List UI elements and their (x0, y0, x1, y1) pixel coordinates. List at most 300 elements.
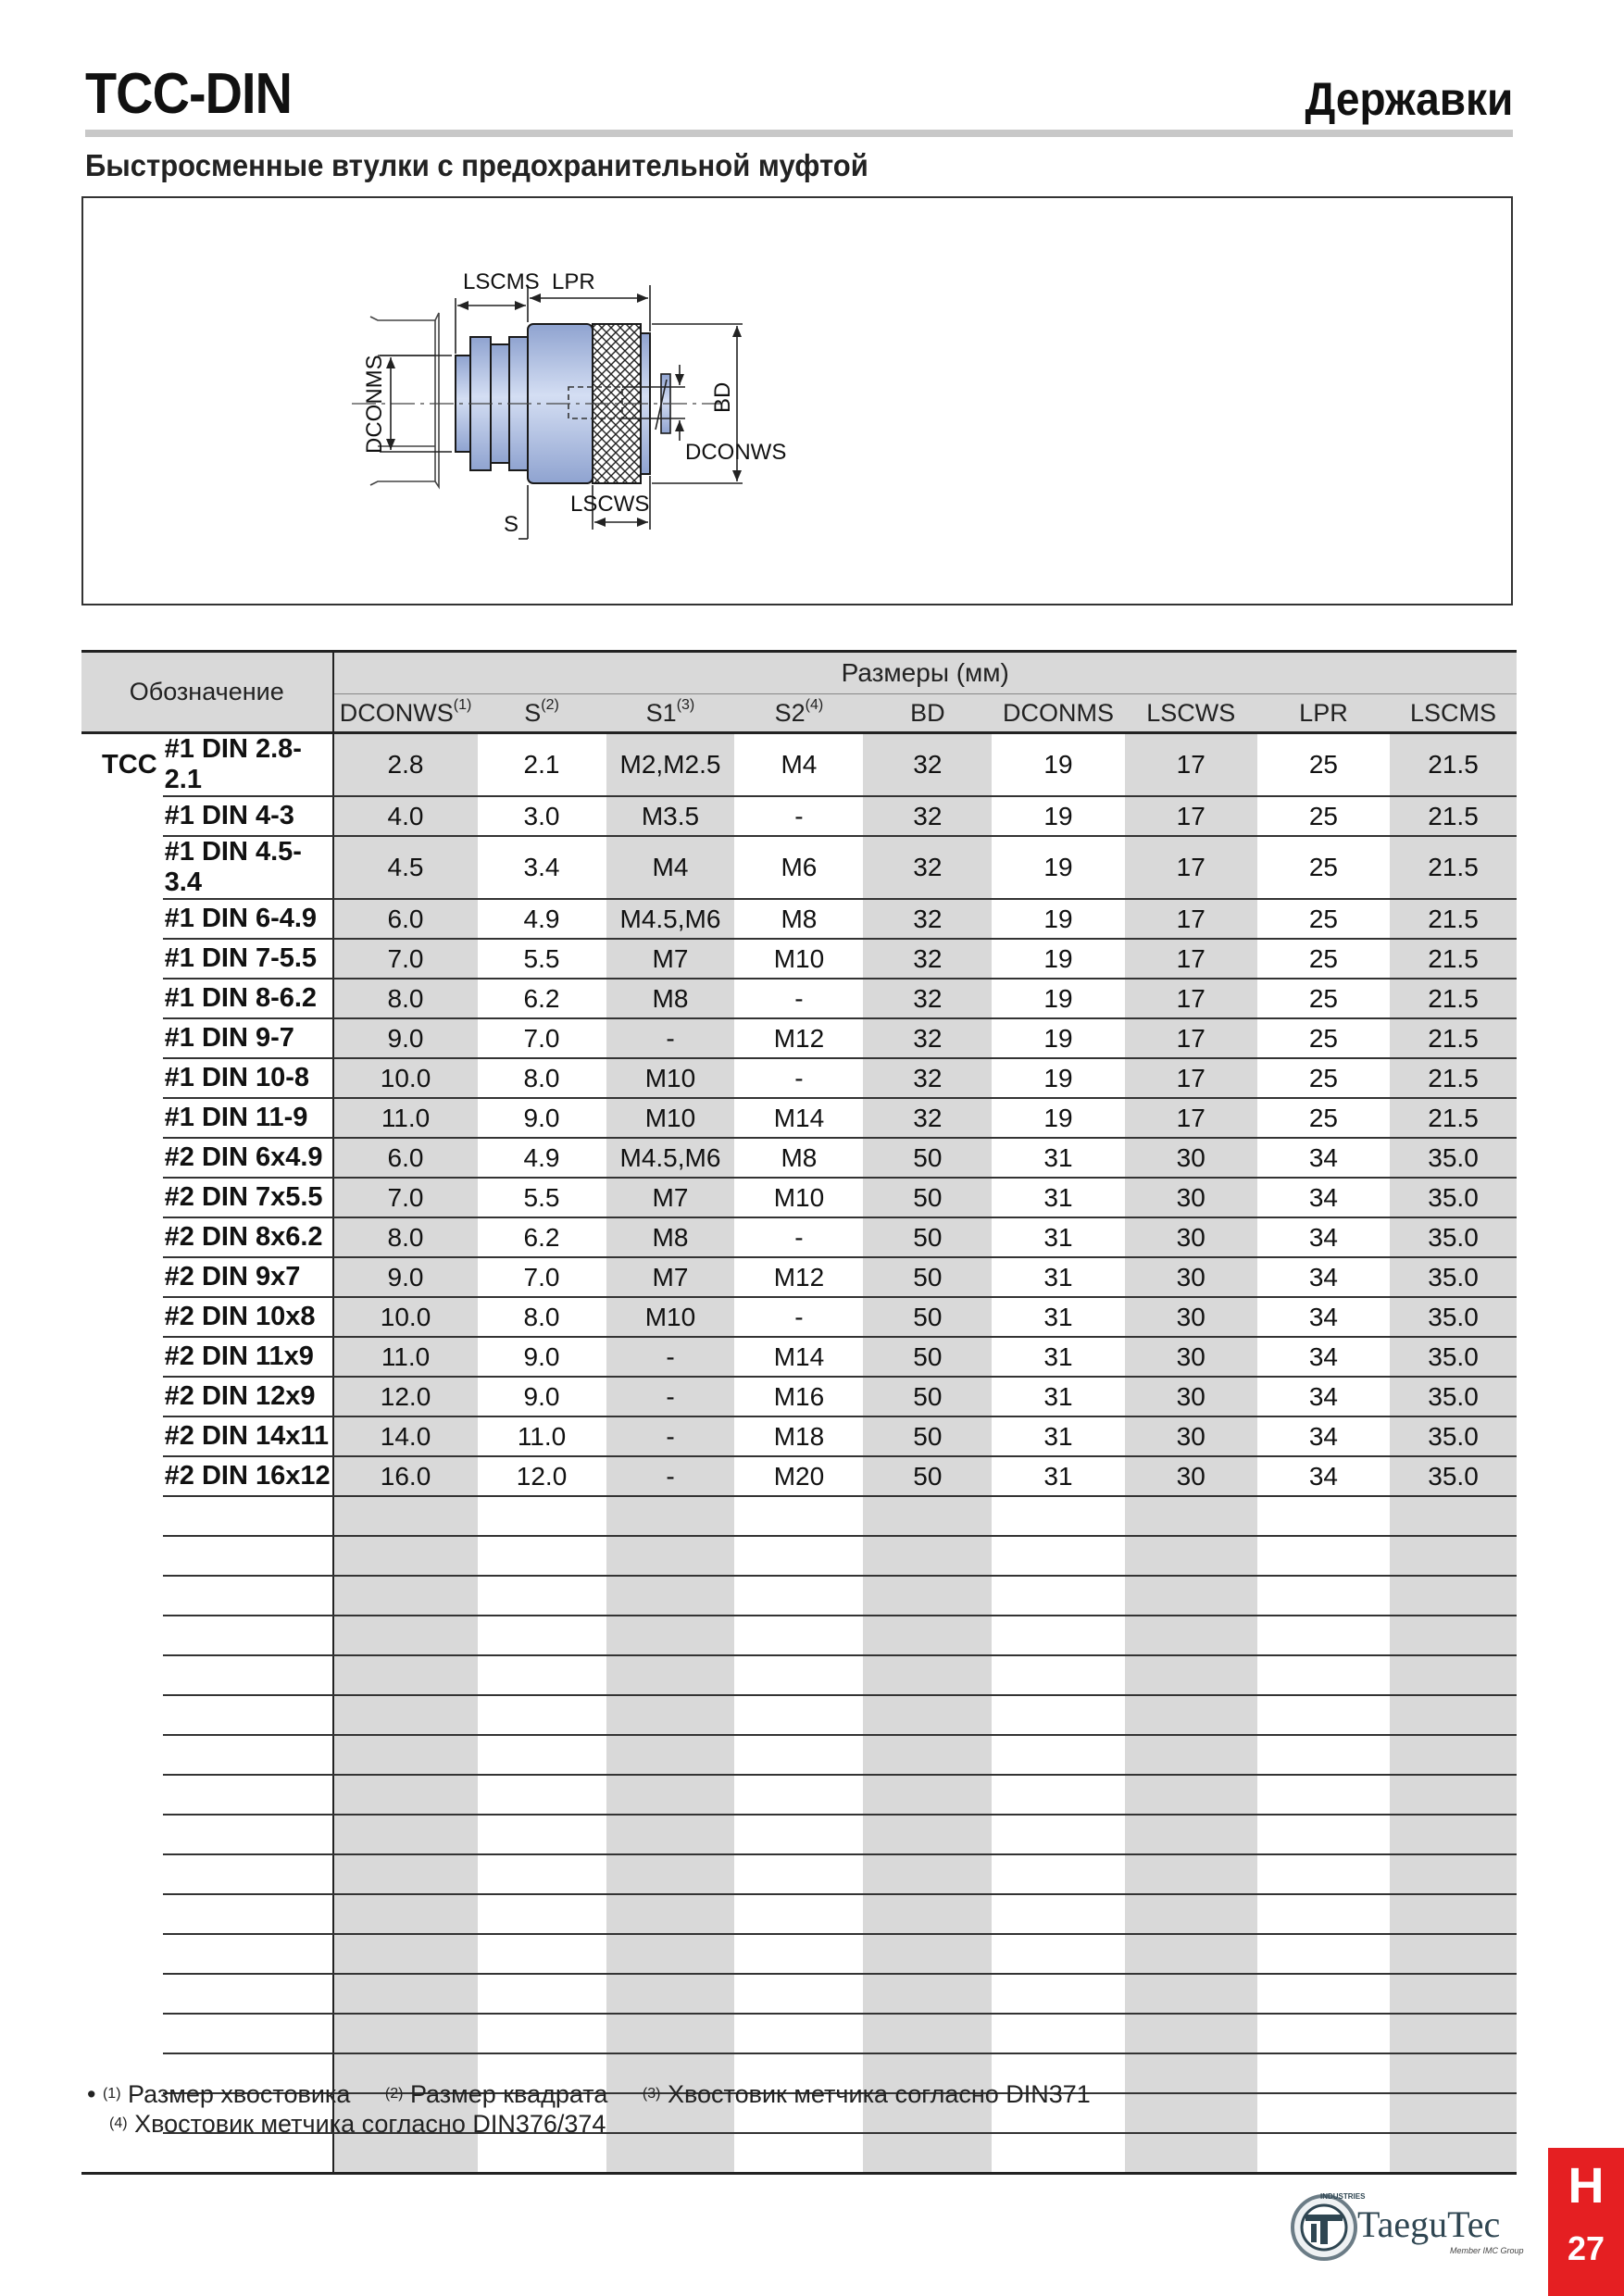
table-cell (1257, 1536, 1390, 1576)
table-row (81, 1257, 1517, 1297)
table-cell: M6 (734, 836, 863, 899)
column-header-label: S (524, 698, 542, 727)
table-cell (478, 1496, 606, 1536)
table-cell: 16.0 (333, 1456, 478, 1496)
table-cell (1125, 1496, 1257, 1536)
table-row (81, 1297, 1517, 1337)
table-cell (1125, 1655, 1257, 1695)
table-cell: M8 (734, 899, 863, 939)
table-cell: 21.5 (1390, 796, 1517, 836)
table-cell: M10 (734, 1178, 863, 1217)
footnote-2: Размер квадрата (409, 2080, 608, 2108)
table-cell: 32 (863, 979, 992, 1018)
label-lpr: LPR (552, 269, 595, 294)
table-cell (333, 1815, 478, 1854)
table-cell: 9.0 (478, 1337, 606, 1377)
table-row (81, 1934, 1517, 1974)
table-cell: 17 (1125, 899, 1257, 939)
table-cell (606, 1854, 735, 1894)
table-cell: 50 (863, 1456, 992, 1496)
row-designation (163, 1616, 333, 1655)
table-cell: - (606, 1018, 735, 1058)
table-cell: M7 (606, 1257, 735, 1297)
table-cell: M3.5 (606, 796, 735, 836)
table-cell: 35.0 (1390, 1178, 1517, 1217)
table-cell: 32 (863, 836, 992, 899)
table-cell (1390, 1735, 1517, 1775)
table-cell: 35.0 (1390, 1377, 1517, 1416)
table-row (81, 2014, 1517, 2053)
table-cell (1390, 1815, 1517, 1854)
header-rule (85, 130, 1513, 137)
table-cell (333, 1934, 478, 1974)
table-cell (863, 2014, 992, 2053)
row-prefix (81, 1138, 163, 1178)
table-cell (734, 2133, 863, 2174)
table-cell (1257, 2053, 1390, 2093)
diagram-box (81, 196, 1513, 605)
table-cell: 35.0 (1390, 1297, 1517, 1337)
row-prefix (81, 1416, 163, 1456)
table-cell (1257, 1695, 1390, 1735)
table-cell: 17 (1125, 733, 1257, 797)
table-cell (333, 2133, 478, 2174)
row-designation: #1 DIN 4.5-3.4 (163, 836, 333, 899)
table-cell (1390, 2133, 1517, 2174)
table-cell (1390, 1576, 1517, 1616)
row-designation: #2 DIN 12x9 (163, 1377, 333, 1416)
table-cell (1390, 1775, 1517, 1815)
table-cell: 21.5 (1390, 733, 1517, 797)
table-cell (1257, 1894, 1390, 1934)
table-cell (863, 1894, 992, 1934)
table-row (81, 1178, 1517, 1217)
table-cell: 9.0 (478, 1098, 606, 1138)
table-row (81, 1695, 1517, 1735)
table-cell: M4.5,M6 (606, 899, 735, 939)
table-row (81, 1854, 1517, 1894)
footnotes (87, 2079, 1091, 2139)
table-cell (1390, 1974, 1517, 2014)
table-cell: 19 (992, 899, 1124, 939)
table-cell: 25 (1257, 1058, 1390, 1098)
table-cell: 34 (1257, 1337, 1390, 1377)
table-cell: M2,M2.5 (606, 733, 735, 797)
row-prefix (81, 1098, 163, 1138)
table-cell (333, 1974, 478, 2014)
table-row (81, 1018, 1517, 1058)
table-cell: 32 (863, 1018, 992, 1058)
table-cell (863, 1775, 992, 1815)
table-cell (606, 1616, 735, 1655)
table-cell: 50 (863, 1297, 992, 1337)
table-cell: 35.0 (1390, 1138, 1517, 1178)
table-cell: 32 (863, 1058, 992, 1098)
table-cell (1125, 1695, 1257, 1735)
table-cell (606, 1576, 735, 1616)
table-cell: 31 (992, 1337, 1124, 1377)
table-row (81, 1416, 1517, 1456)
row-prefix (81, 1815, 163, 1854)
column-header-s (478, 694, 606, 733)
section-title: Державки (1305, 73, 1513, 125)
row-designation: #2 DIN 7x5.5 (163, 1178, 333, 1217)
label-lscms: LSCMS (463, 269, 540, 294)
table-cell: M16 (734, 1377, 863, 1416)
row-designation: #1 DIN 8-6.2 (163, 979, 333, 1018)
row-designation: #2 DIN 8x6.2 (163, 1217, 333, 1257)
table-cell (1125, 2133, 1257, 2174)
table-row (81, 1815, 1517, 1854)
row-designation (163, 1576, 333, 1616)
table-cell: M8 (606, 979, 735, 1018)
table-cell: 19 (992, 733, 1124, 797)
row-designation: #2 DIN 11x9 (163, 1337, 333, 1377)
table-cell (992, 1815, 1124, 1854)
table-cell (1257, 1735, 1390, 1775)
table-cell: 34 (1257, 1456, 1390, 1496)
table-cell: M14 (734, 1337, 863, 1377)
table-cell: 32 (863, 899, 992, 939)
table-cell: 12.0 (478, 1456, 606, 1496)
row-designation: #2 DIN 14x11 (163, 1416, 333, 1456)
table-cell: 17 (1125, 836, 1257, 899)
table-cell (734, 1496, 863, 1536)
table-cell: 6.0 (333, 899, 478, 939)
footnote-1: Размер хвостовика (128, 2080, 351, 2108)
table-cell: 35.0 (1390, 1217, 1517, 1257)
table-cell: 19 (992, 979, 1124, 1018)
table-cell (1125, 1536, 1257, 1576)
column-header-label: DCONWS (339, 698, 454, 727)
table-cell: 25 (1257, 899, 1390, 939)
table-cell (333, 1496, 478, 1536)
table-row (81, 1775, 1517, 1815)
row-designation: #2 DIN 6x4.9 (163, 1138, 333, 1178)
taegutec-logo (1287, 2189, 1528, 2263)
table-row (81, 836, 1517, 899)
table-cell (992, 2133, 1124, 2174)
table-cell: 5.5 (478, 1178, 606, 1217)
table-cell: - (734, 1297, 863, 1337)
table-cell (1257, 1655, 1390, 1695)
footnote-bullet: • (87, 2080, 96, 2108)
row-designation (163, 2133, 333, 2174)
table-cell: 7.0 (478, 1018, 606, 1058)
row-prefix (81, 2014, 163, 2053)
table-cell: 31 (992, 1138, 1124, 1178)
table-cell: 32 (863, 733, 992, 797)
table-cell: 21.5 (1390, 1098, 1517, 1138)
table-cell (606, 1695, 735, 1735)
page-subtitle: Быстросменные втулки с предохранительной муфтой (85, 148, 868, 182)
table-cell (606, 1894, 735, 1934)
table-cell: 17 (1125, 939, 1257, 979)
table-cell (863, 1695, 992, 1735)
column-header-footnote-marker: (2) (541, 696, 559, 713)
table-cell: 25 (1257, 733, 1390, 797)
table-cell (734, 1854, 863, 1894)
table-row (81, 1456, 1517, 1496)
footnote-4-marker: (4) (109, 2115, 128, 2131)
row-prefix (81, 1974, 163, 2014)
table-row (81, 1496, 1517, 1536)
table-cell: 21.5 (1390, 939, 1517, 979)
row-prefix (81, 1854, 163, 1894)
row-designation: #1 DIN 11-9 (163, 1098, 333, 1138)
table-cell: M4.5,M6 (606, 1138, 735, 1178)
table-cell (1125, 1974, 1257, 2014)
table-cell (333, 1616, 478, 1655)
table-cell (1390, 1854, 1517, 1894)
row-designation (163, 1974, 333, 2014)
chapter-letter: H (1568, 2158, 1605, 2214)
footnote-3: Хвостовик метчика согласно DIN371 (667, 2080, 1091, 2108)
table-cell: M4 (606, 836, 735, 899)
table-cell (1390, 1894, 1517, 1934)
table-cell (992, 1655, 1124, 1695)
table-cell: 11.0 (333, 1098, 478, 1138)
table-cell (1257, 1974, 1390, 2014)
table-cell: M8 (734, 1138, 863, 1178)
table-cell: 17 (1125, 796, 1257, 836)
table-cell: 2.8 (333, 733, 478, 797)
footnote-line-2 (87, 2109, 1091, 2139)
row-designation (163, 1496, 333, 1536)
row-prefix: TCC (102, 750, 157, 780)
row-designation (163, 1655, 333, 1695)
table-cell: 31 (992, 1217, 1124, 1257)
row-prefix (81, 1456, 163, 1496)
table-cell: 3.4 (478, 836, 606, 899)
table-cell: 4.9 (478, 899, 606, 939)
label-s: S (504, 512, 519, 537)
table-cell: 19 (992, 836, 1124, 899)
table-row (81, 1576, 1517, 1616)
row-designation: #1 DIN 4-3 (163, 796, 333, 836)
table-cell: 25 (1257, 796, 1390, 836)
table-cell: 17 (1125, 979, 1257, 1018)
table-cell: 30 (1125, 1377, 1257, 1416)
table-cell (606, 1496, 735, 1536)
table-cell (992, 1735, 1124, 1775)
table-cell (478, 1616, 606, 1655)
table-cell: 4.9 (478, 1138, 606, 1178)
row-prefix (81, 1337, 163, 1377)
footnote-4: Хвостовик метчика согласно DIN376/374 (134, 2110, 606, 2138)
table-row (81, 733, 1517, 797)
table-cell: 50 (863, 1337, 992, 1377)
table-cell: M7 (606, 939, 735, 979)
table-cell (606, 2014, 735, 2053)
table-cell (1390, 2093, 1517, 2133)
table-cell: 17 (1125, 1018, 1257, 1058)
dimensions-header: Размеры (мм) (333, 652, 1518, 694)
table-cell (478, 1894, 606, 1934)
column-header-dconms (992, 694, 1124, 733)
table-cell (478, 1974, 606, 2014)
row-prefix (81, 1377, 163, 1416)
table-cell: 50 (863, 1257, 992, 1297)
table-cell (992, 1695, 1124, 1735)
table-row (81, 1655, 1517, 1695)
table-cell: 5.5 (478, 939, 606, 979)
table-cell (734, 1655, 863, 1695)
table-row (81, 1217, 1517, 1257)
column-header-dconws (333, 694, 478, 733)
table-body (81, 733, 1517, 2174)
column-header-lscms (1390, 694, 1517, 733)
table-cell (992, 2014, 1124, 2053)
table-cell: 35.0 (1390, 1416, 1517, 1456)
row-designation (163, 1815, 333, 1854)
table-cell: 34 (1257, 1178, 1390, 1217)
page-number: 27 (1567, 2229, 1605, 2267)
table-cell: 31 (992, 1377, 1124, 1416)
table-cell (1390, 2014, 1517, 2053)
row-prefix (81, 836, 163, 899)
table-cell (478, 1854, 606, 1894)
row-prefix (81, 1576, 163, 1616)
table-cell (1125, 1616, 1257, 1655)
table-cell (1257, 1496, 1390, 1536)
table-cell (863, 1536, 992, 1576)
row-prefix (81, 1297, 163, 1337)
page-title: TCC-DIN (85, 62, 293, 126)
table-cell (734, 1894, 863, 1934)
column-header-label: LPR (1299, 698, 1348, 727)
table-cell (1257, 1616, 1390, 1655)
table-cell (734, 1616, 863, 1655)
row-prefix (81, 1217, 163, 1257)
row-designation (163, 1934, 333, 1974)
table-cell (606, 1655, 735, 1695)
table-row (81, 899, 1517, 939)
row-prefix (81, 1178, 163, 1217)
table-cell (992, 1854, 1124, 1894)
table-cell: 9.0 (333, 1018, 478, 1058)
table-cell (1125, 1934, 1257, 1974)
dimensions-table (81, 650, 1517, 2175)
table-row (81, 2133, 1517, 2174)
table-cell: M10 (606, 1297, 735, 1337)
row-designation (163, 2014, 333, 2053)
row-prefix (81, 979, 163, 1018)
table-cell (478, 2014, 606, 2053)
table-cell (1125, 2053, 1257, 2093)
table-cell: 21.5 (1390, 1018, 1517, 1058)
table-cell (1390, 1695, 1517, 1735)
table-row (81, 979, 1517, 1018)
row-prefix (81, 1775, 163, 1815)
table-cell (333, 1576, 478, 1616)
table-cell: 31 (992, 1178, 1124, 1217)
column-header-label: LSCMS (1410, 698, 1497, 727)
chapter-tab (1548, 2148, 1624, 2296)
table-cell: M10 (606, 1098, 735, 1138)
table-cell: 17 (1125, 1098, 1257, 1138)
table-cell (478, 1815, 606, 1854)
table-cell (1125, 1815, 1257, 1854)
table-cell (1390, 1655, 1517, 1695)
table-row (81, 1337, 1517, 1377)
table-cell: 34 (1257, 1217, 1390, 1257)
table-cell (734, 1695, 863, 1735)
row-designation: #2 DIN 16x12 (163, 1456, 333, 1496)
table-cell (333, 1735, 478, 1775)
footnote-1-marker: (1) (102, 2086, 121, 2102)
table-cell: 21.5 (1390, 836, 1517, 899)
table-cell: M10 (606, 1058, 735, 1098)
table-cell (1390, 1536, 1517, 1576)
table-cell: 34 (1257, 1377, 1390, 1416)
table-cell: 34 (1257, 1416, 1390, 1456)
table-cell (863, 1974, 992, 2014)
table-cell: M18 (734, 1416, 863, 1456)
table-cell: 4.0 (333, 796, 478, 836)
table-cell (478, 2133, 606, 2174)
label-dconws: DCONWS (685, 440, 787, 465)
table-cell (1125, 1894, 1257, 1934)
table-cell (863, 1655, 992, 1695)
table-cell: 19 (992, 939, 1124, 979)
table-cell (606, 1974, 735, 2014)
table-cell: - (606, 1337, 735, 1377)
column-header-label: DCONMS (1002, 698, 1114, 727)
table-cell: 34 (1257, 1297, 1390, 1337)
table-cell: - (606, 1456, 735, 1496)
row-prefix (81, 2133, 163, 2174)
table-cell: 35.0 (1390, 1337, 1517, 1377)
table-cell (863, 1496, 992, 1536)
table-cell (333, 1775, 478, 1815)
table-cell: 25 (1257, 836, 1390, 899)
table-cell (734, 1934, 863, 1974)
table-cell: 2.1 (478, 733, 606, 797)
row-designation: #2 DIN 9x7 (163, 1257, 333, 1297)
table-cell (606, 2133, 735, 2174)
table-cell (1390, 1496, 1517, 1536)
table-cell (734, 1536, 863, 1576)
table-cell: 25 (1257, 1098, 1390, 1138)
row-prefix (81, 1257, 163, 1297)
table-cell: 35.0 (1390, 1257, 1517, 1297)
table-cell: 9.0 (333, 1257, 478, 1297)
table-cell: 17 (1125, 1058, 1257, 1098)
table-cell (863, 1576, 992, 1616)
table-cell: 8.0 (333, 1217, 478, 1257)
table-row (81, 1058, 1517, 1098)
table-cell: 30 (1125, 1456, 1257, 1496)
row-designation: #1 DIN 10-8 (163, 1058, 333, 1098)
logo-wordmark: TaeguTec (1357, 2203, 1501, 2245)
table-cell: M10 (734, 939, 863, 979)
table-cell: 31 (992, 1416, 1124, 1456)
table-cell (1125, 1854, 1257, 1894)
table-cell (1257, 1934, 1390, 1974)
table-cell (1257, 2014, 1390, 2053)
table-cell: 31 (992, 1456, 1124, 1496)
column-header-footnote-marker: (4) (805, 696, 824, 713)
table-cell (1257, 1576, 1390, 1616)
column-header-bd (863, 694, 992, 733)
table-cell: M8 (606, 1217, 735, 1257)
table-row (81, 1138, 1517, 1178)
table-cell (478, 1695, 606, 1735)
table-row (81, 1894, 1517, 1934)
label-dconms: DCONMS (362, 355, 387, 454)
row-prefix (81, 1894, 163, 1934)
